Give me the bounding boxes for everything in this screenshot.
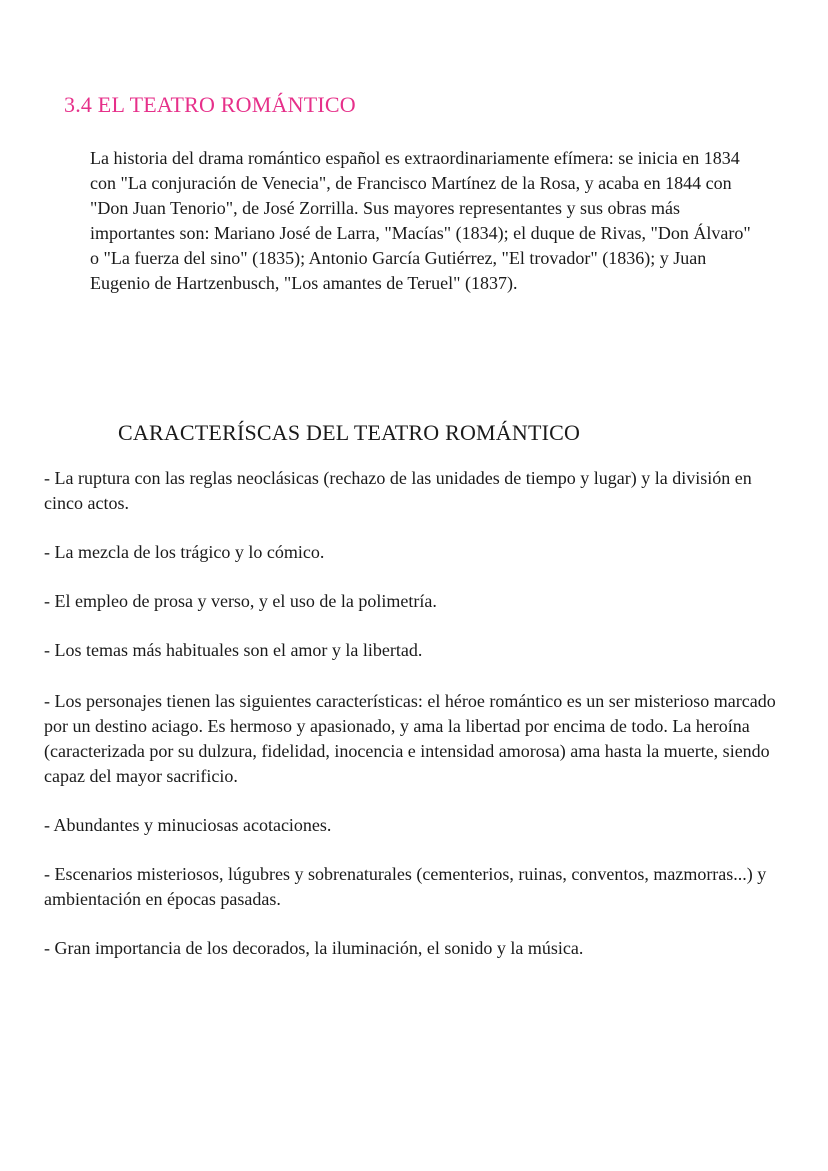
list-item: - Los temas más habituales son el amor y la libertad.	[44, 640, 423, 660]
list-item: - El empleo de prosa y verso, y el uso de la polimetría.	[44, 591, 437, 611]
list-item: - Los personajes tienen las siguientes características: el héroe romántico es un ser misterioso marcado por un destino aciago. Es hermoso y apasionado, y ama la libertad por encima de todo. La heroína (caracterizada por su dulzura, fidelidad, inocencia e intensidad amorosa) ama hasta la muerte, siendo capaz del mayor sacrificio.	[44, 691, 776, 786]
list-item: - Gran importancia de los decorados, la iluminación, el sonido y la música.	[44, 938, 584, 958]
list-item: - Abundantes y minuciosas acotaciones.	[44, 815, 332, 835]
list-item: - La ruptura con las reglas neoclásicas (rechazo de las unidades de tiempo y lugar) y la división en cinco actos.	[44, 468, 752, 513]
list-item: - Escenarios misteriosos, lúgubres y sobrenaturales (cementerios, ruinas, conventos, mazmorras...) y ambientación en épocas pasadas.	[44, 864, 767, 909]
characteristics-list	[44, 466, 794, 985]
list-item: - La mezcla de los trágico y lo cómico.	[44, 542, 325, 562]
section-title: 3.4 EL TEATRO ROMÁNTICO	[64, 92, 356, 117]
characteristics-title: CARACTERÍSCAS DEL TEATRO ROMÁNTICO	[118, 420, 581, 445]
intro-paragraph: La historia del drama romántico español es extraordinariamente efímera: se inicia en 1834 con "La conjuración de Venecia", de Francisco Martínez de la Rosa, y acaba en 1844 con "Don Juan Tenorio", de José Zorrilla. Sus mayores representantes y sus obras más importantes son: Mariano José de Larra, "Macías" (1834); el duque de Rivas, "Don Álvaro" o "La fuerza del sino" (1835); Antonio García Gutiérrez, "El trovador" (1836); y Juan Eugenio de Hartzenbusch, "Los amantes de Teruel" (1837).	[90, 148, 751, 293]
